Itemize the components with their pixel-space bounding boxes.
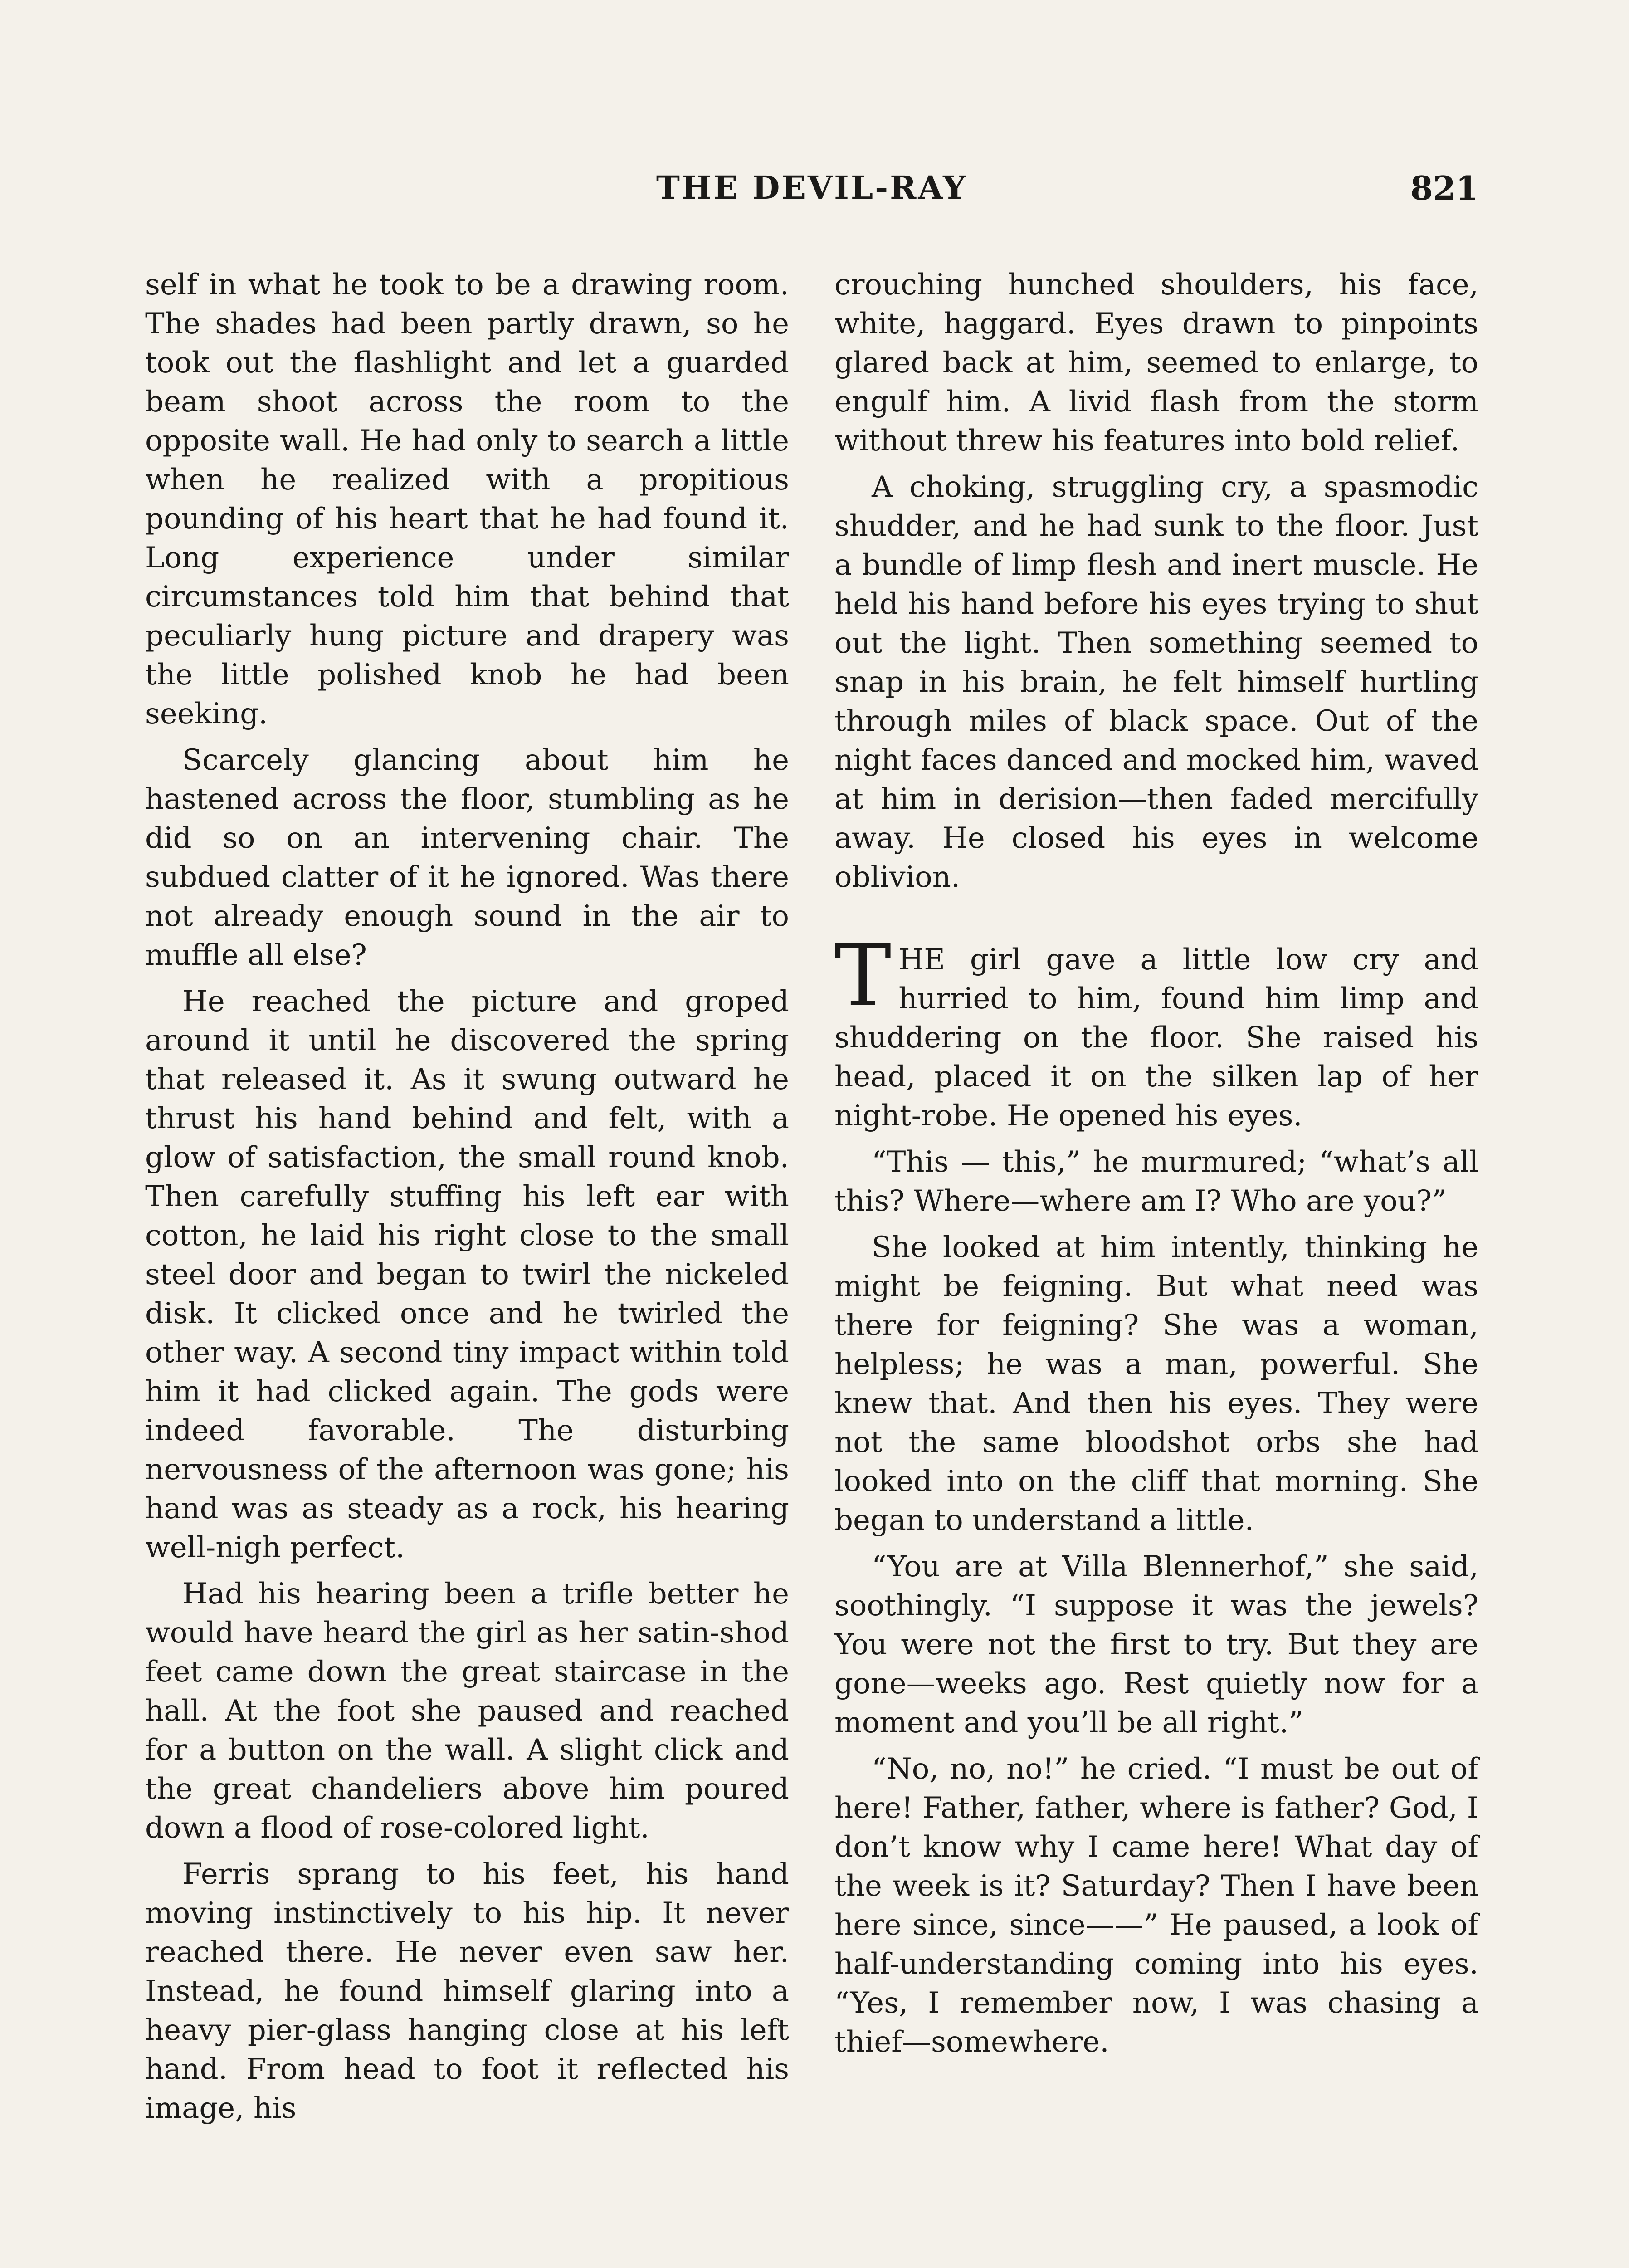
running-head: [145, 169, 1478, 219]
drop-cap: T: [834, 926, 892, 1026]
left-column: [145, 265, 789, 2135]
paragraph: Scarcely glancing about him he hastened across the floor, stumbling as he did so on an intervening chair. The subdued clatter of it he ignored. Was there not already enough sound in the air to muffle all else?: [145, 743, 789, 972]
right-column: [834, 265, 1478, 2069]
paragraph: A choking, struggling cry, a spasmodic shudder, and he had sunk to the floor. Just a bundle of limp flesh and inert muscle. He held his hand before his eyes trying to shut out the light. Then something seemed to snap in his brain, he felt himself hurtling through miles of black space. Out of the night faces danced and mocked him, waved at him in derision—then faded mercifully away. He closed his eyes in welcome oblivion.: [834, 470, 1478, 894]
paragraph: “You are at Villa Blennerhof,” she said, soothingly. “I suppose it was the jewels? You were not the first to try. But they are gone—weeks ago. Rest quietly now for a moment and you’ll be all right.”: [834, 1550, 1478, 1740]
paragraph: Had his hearing been a trifle better he would have heard the girl as her satin-shod feet came down the great staircase in the hall. At the foot she paused and reached for a button on the wall. A slight click and the great chandeliers above him poured down a flood of rose-colored light.: [145, 1577, 789, 1845]
paragraph-text: girl gave a little low cry and hurried to him, found him limp and shuddering on the floor. She raised his head, placed it on the silken lap of her night-robe. He opened his eyes.: [834, 943, 1478, 1133]
paragraph: Ferris sprang to his feet, his hand moving instinctively to his hip. It never reached there. He never even saw her. Instead, he found himself glaring into a heavy pier-glass hanging close at his left hand. From head to foot it reflected his image, his: [145, 1857, 789, 2125]
section-opening-paragraph: [834, 926, 1478, 1135]
paragraph: “No, no, no!” he cried. “I must be out of here! Father, father, where is father? God, I don’t know why I came here! What day of the week is it? Saturday? Then I have been here since, since——” He paused, a look of half-understanding coming into his eyes. “Yes, I remember now, I was chasing a thief—somewhere.: [834, 1752, 1478, 2059]
page-number: 821: [1410, 169, 1478, 207]
paragraph: self in what he took to be a drawing room. The shades had been partly drawn, so he took out the flashlight and let a guarded beam shoot across the room to the opposite wall. He had only to search a little when he realized with a propitious pounding of his heart that he had found it. Long experience under similar circumstances told him that behind that peculiarly hung picture and drapery was the little polished knob he had been seeking.: [145, 268, 789, 731]
paragraph: He reached the picture and groped around it until he discovered the spring that released it. As it swung outward he thrust his hand behind and felt, with a glow of satisfaction, the small round knob. Then carefully stuffing his left ear with cotton, he laid his right close to the small steel door and began to twirl the nickeled disk. It clicked once and he twirled the other way. A second tiny impact within told him it had clicked again. The gods were indeed favorable. The disturbing nervousness of the afternoon was gone; his hand was as steady as a rock, his hearing well-nigh perfect.: [145, 985, 789, 1564]
running-title: THE DEVIL-RAY: [656, 169, 968, 206]
paragraph: “This — this,” he murmured; “what’s all this? Where—where am I? Who are you?”: [834, 1145, 1478, 1218]
small-caps-lead: HE: [898, 943, 945, 977]
paragraph: She looked at him intently, thinking he might be feigning. But what need was there for feigning? She was a woman, helpless; he was a man, powerful. She knew that. And then his eyes. They were not the same bloodshot orbs she had looked into on the cliff that morning. She began to understand a little.: [834, 1231, 1478, 1537]
paragraph: crouching hunched shoulders, his face, white, haggard. Eyes drawn to pinpoints glared back at him, seemed to enlarge, to engulf him. A livid flash from the storm without threw his features into bold relief.: [834, 268, 1478, 458]
